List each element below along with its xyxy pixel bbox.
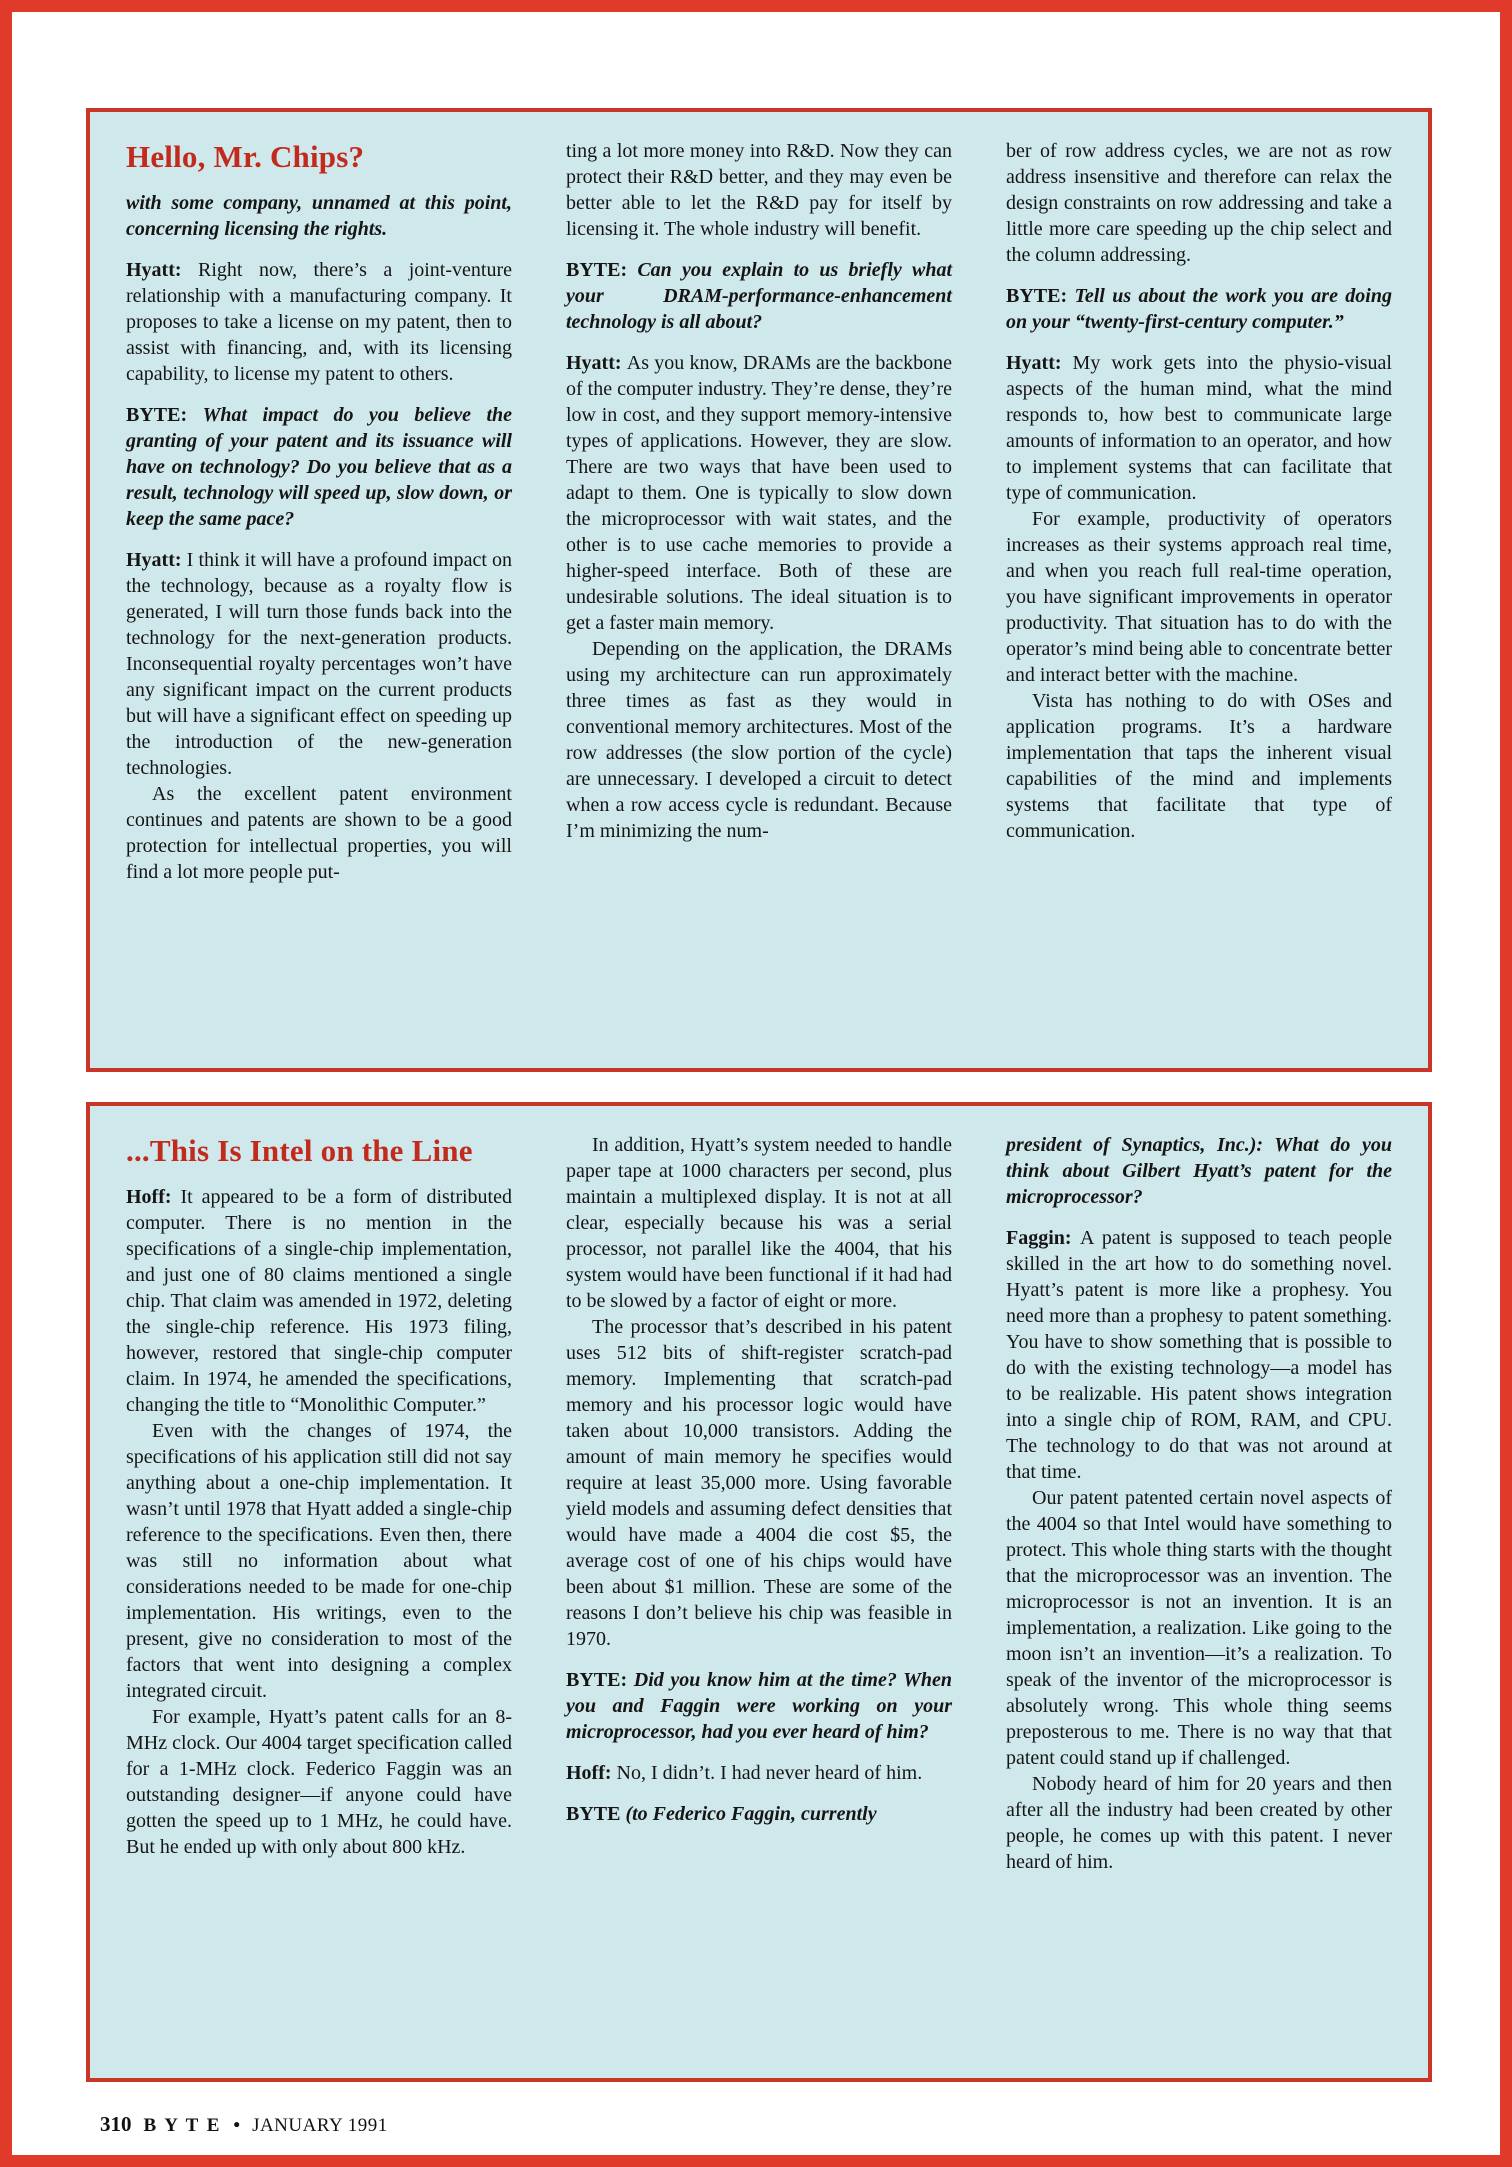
speaker-label: Hyatt: [126,259,199,282]
interview-answer: Hyatt: I think it will have a profound impact on the technology, because as a royalty flow is generated, I will turn those funds back into the technology for the next-generation products. Inconsequential royalty percentages won’t have any significant impact on the current products but will have a significant effect on speeding up the introduction of the new-generation technologies. [126,549,513,780]
text-column [1006,138,1392,1038]
interview-question: BYTE: Can you explain to us briefly what your DRAM-performance-enhancement technology is all about? [566,259,952,333]
interview-answer: Faggin: A patent is supposed to teach people skilled in the art how to do something novel. Hyatt’s patent is more like a prophesy. You need more than a prophesy to patent something. You have to show something that is possible to do with the existing technology—a model has to be realizable. His patent shows integration into a single chip of ROM, RAM, and CPU. The technology to do that was not around at that time. [1006,1227,1392,1483]
speaker-label: BYTE: [1006,285,1075,307]
body-paragraph: Even with the changes of 1974, the specifications of his application still did not say anything about a one-chip implementation. It wasn’t until 1978 that Hyatt added a single-chip reference to the specifications. Even then, there was still no information about what considerations needed to be made for one-chip implementation. His writings, even to the present, give no consideration to most of the factors that went into designing a complex integrated circuit. [126,1420,512,1703]
body-paragraph: The processor that’s described in his patent uses 512 bits of shift-register scratch-pad memory. Implementing that scratch-pad memory and his processor logic would have taken about 10,000 transistors. Adding the amount of main memory he specifies would require at least 35,000 more. Using favorable yield models and assuming defect densities that would have made a 4004 die cost $5, the average cost of one of his chips would have been about $1 million. These are some of the reasons I don’t believe his chip was feasible in 1970. [566,1316,952,1650]
issue-date: JANUARY 1991 [252,2115,388,2136]
speaker-label: BYTE [566,1803,626,1825]
article-title: Hello, Mr. Chips? [126,139,365,174]
interview-question: BYTE: Did you know him at the time? When you and Faggin were working on your microprocessor, had you ever heard of him? [566,1669,953,1743]
body-paragraph: In addition, Hyatt’s system needed to handle paper tape at 1000 characters per second, plus maintain a multiplexed display. It is not at all clear, especially because his was a serial processor, not parallel like the 4004, that his system would have been functional if it had had to be slowed by a factor of eight or more. [566,1134,952,1312]
body-paragraph: As the excellent patent environment continues and patents are shown to be a good protection for intellectual properties, you will find a lot more people put- [126,783,512,884]
body-paragraph: For example, productivity of operators increases as their systems approach real time, and when you reach full real-time operation, you have significant improvements in operator productivity. That situation has to do with the operator’s mind being able to concentrate better and interact better with the machine. [1006,508,1392,686]
text-column [126,1132,512,2048]
body-paragraph: ber of row address cycles, we are not as row address insensitive and therefore can relax the design constraints on row addressing and take a little more care speeding up the chip select and the column addressing. [1006,140,1392,266]
page-number: 310 [100,2112,132,2136]
body-paragraph: Depending on the application, the DRAMs using my architecture can run approximately three times as fast as they would in conventional memory architectures. Most of the row addresses (the slow portion of the cycle) are unnecessary. I developed a circuit to detect when a row access cycle is redundant. Because I’m minimizing the num- [566,638,952,842]
footer-separator: • [233,2115,241,2136]
page-footer [100,2112,1432,2137]
speaker-label: Hyatt: [1006,352,1073,374]
article-deck: with some company, unnamed at this point, concerning licensing the rights. [126,192,512,241]
magazine-page [12,12,1500,2155]
interview-question: BYTE: Tell us about the work you are doing on your “twenty-first-century computer.” [1006,285,1392,333]
body-paragraph: ting a lot more money into R&D. Now they can protect their R&D better, and they may even be better able to let the R&D pay for itself by licensing it. The whole industry will benefit. [566,140,952,240]
speaker-label: BYTE: [566,1669,634,1691]
body-paragraph: Vista has nothing to do with OSes and application programs. It’s a hardware implementation that taps the inherent visual capabilities of the mind and implements systems that facilitate that type of communication. [1006,690,1392,842]
magazine-name: B Y T E [143,2115,222,2136]
interview-answer: Hyatt: Right now, there’s a joint-venture relationship with a manufacturing company. It proposes to take a license on my patent, then to assist with financing, and, with its licensing capability, to license my patent to others. [126,259,512,386]
interview-question: BYTE: What impact do you believe the granting of your patent and its issuance will have on technology? Do you believe that as a result, technology will speed up, slow down, or keep the same pace? [126,404,513,531]
article-hello-mr-chips [86,108,1432,1072]
interview-answer: Hyatt: My work gets into the physio-visual aspects of the human mind, what the mind responds to, how best to communicate large amounts of information to an operator, and how to implement systems that can facilitate that type of communication. [1006,352,1392,504]
article-intel-on-the-line [86,1102,1432,2082]
interview-answer: Hoff: It appeared to be a form of distributed computer. There is no mention in the specifications of a single-chip implementation, and just one of 80 claims mentioned a single chip. That claim was amended in 1972, deleting the single-chip reference. His 1973 filing, however, restored that single-chip computer claim. In 1974, he amended the specifications, changing the title to “Monolithic Computer.” [126,1186,512,1417]
speaker-label: Hoff: [566,1762,617,1784]
body-paragraph: Our patent patented certain novel aspects of the 4004 so that Intel would have something to protect. This whole thing starts with the thought that the microprocessor was an invention. The microprocessor is not an invention. It is an implementation, a realization. Like going to the moon isn’t an invention—it’s a realization. To speak of the inventor of the microprocessor is absolutely wrong. This whole thing seems preposterous to me. There is no way that that patent could stand up if challenged. [1006,1487,1392,1769]
speaker-label: BYTE: [566,259,638,281]
text-column [566,1132,952,2048]
text-column [126,138,512,1038]
speaker-label: Hyatt: [126,549,187,572]
speaker-label: Hyatt: [566,352,627,374]
interview-question: BYTE (to Federico Faggin, currently [566,1803,877,1825]
text-column [566,138,952,1038]
speaker-label: BYTE: [126,404,203,427]
speaker-label: Faggin: [1006,1227,1081,1249]
text-column [1006,1132,1392,2048]
article-title: ...This Is Intel on the Line [126,1133,473,1168]
interview-answer: Hyatt: As you know, DRAMs are the backbone of the computer industry. They’re dense, they’re low in cost, and they support memory-intensive types of applications. However, they are slow. There are two ways that have been used to adapt to them. One is typically to slow down the microprocessor with wait states, and the other is to use cache memories to provide a higher-speed interface. Both of these are undesirable solutions. The ideal situation is to get a faster main memory. [566,352,952,634]
interview-answer: Hoff: No, I didn’t. I had never heard of him. [566,1762,923,1784]
body-paragraph: Nobody heard of him for 20 years and then after all the industry had been created by other people, he comes up with this patent. I never heard of him. [1006,1773,1392,1873]
speaker-label: Hoff: [126,1186,181,1209]
interview-question: president of Synaptics, Inc.): What do you think about Gilbert Hyatt’s patent for the microprocessor? [1006,1134,1392,1208]
body-paragraph: For example, Hyatt’s patent calls for an 8-MHz clock. Our 4004 target specification called for a 1-MHz clock. Federico Faggin was an outstanding designer—if anyone could have gotten the speed up to 1 MHz, he could have. But he ended up with only about 800 kHz. [126,1706,512,1859]
